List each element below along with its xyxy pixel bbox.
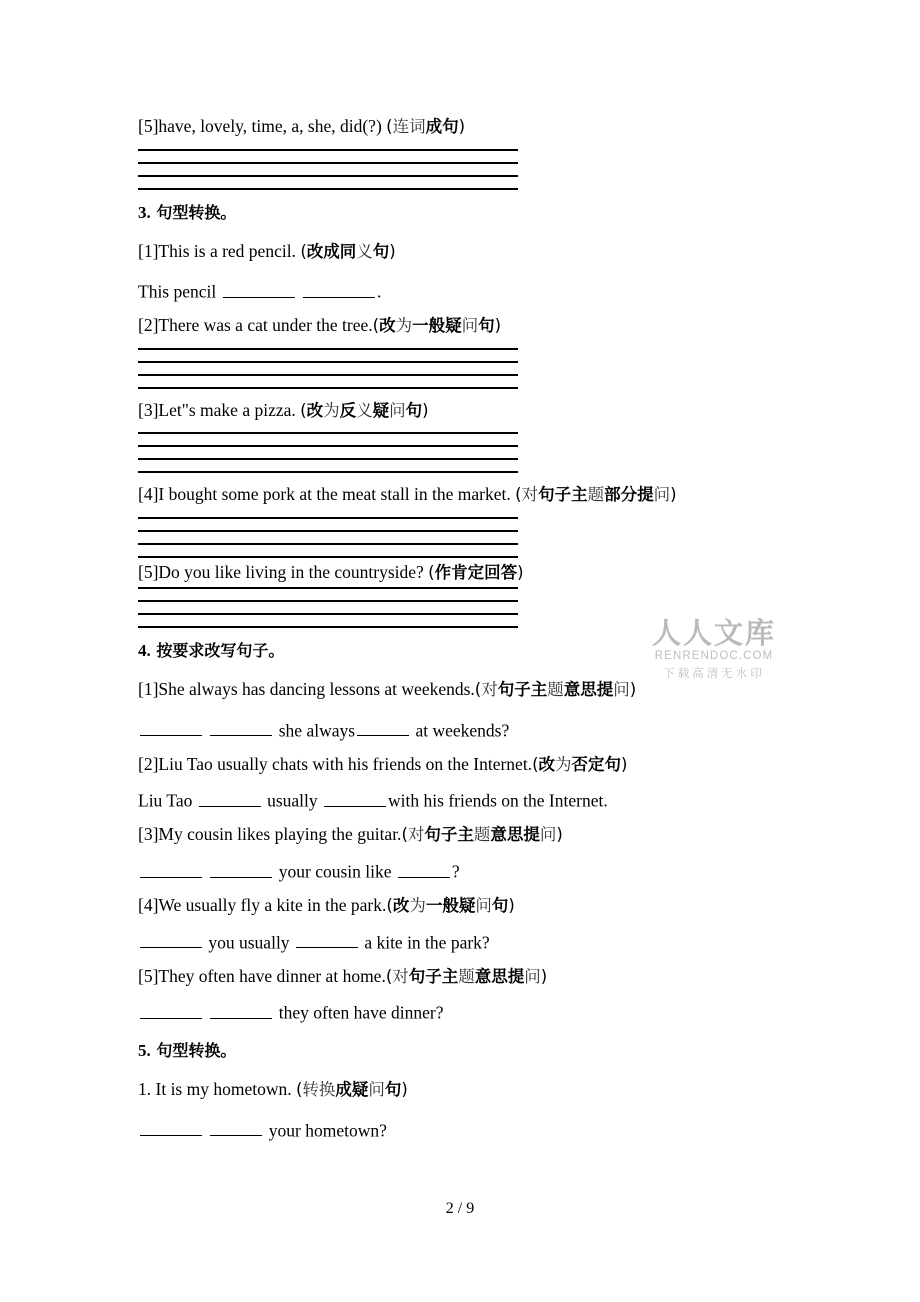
- item-label: [5]: [138, 561, 159, 582]
- answer-blank[interactable]: [140, 931, 202, 949]
- answer-line: [138, 280, 778, 301]
- answer-rules[interactable]: [138, 348, 518, 389]
- answer-suffix: a kite in the park?: [359, 932, 490, 953]
- answer-rule[interactable]: [138, 517, 518, 519]
- section-heading-5: [138, 1038, 778, 1061]
- item-label: [2]: [138, 315, 159, 336]
- item-hint: (对句子主题意思提问): [385, 966, 548, 986]
- answer-rule[interactable]: [138, 600, 518, 602]
- question-item: [138, 118, 778, 136]
- answer-blank[interactable]: [199, 789, 261, 807]
- item-hint: (对句子主题意思提问): [401, 825, 563, 845]
- item-label: [1]: [138, 679, 159, 700]
- item-label: [5]: [138, 965, 159, 986]
- section-number: 5.: [138, 1041, 151, 1061]
- answer-blank[interactable]: [140, 860, 202, 878]
- question-item: [138, 240, 778, 261]
- section-number: 3.: [138, 202, 151, 222]
- answer-blank[interactable]: [140, 1119, 202, 1137]
- item-text: Liu Tao usually chats with his friends on the Internet.: [158, 753, 533, 774]
- item-text: Do you like living in the countryside?: [158, 561, 429, 582]
- item-text: We usually fly a kite in the park.: [158, 895, 387, 915]
- item-hint: (改为否定句): [532, 754, 628, 774]
- answer-blank[interactable]: [210, 1119, 262, 1137]
- answer-line: [138, 860, 778, 881]
- answer-line: [138, 719, 778, 740]
- item-hint: (对句子主题意思提问): [474, 680, 637, 700]
- answer-mid: you usually: [204, 932, 294, 953]
- section-heading-3: [138, 200, 778, 223]
- question-item: [138, 486, 778, 504]
- section-title: 按要求改写句子。: [156, 641, 285, 661]
- watermark-title: 人人文库: [651, 616, 776, 650]
- answer-rule[interactable]: [138, 162, 518, 164]
- answer-blank[interactable]: [210, 1001, 272, 1019]
- answer-rule[interactable]: [138, 613, 518, 615]
- answer-rule[interactable]: [138, 445, 518, 447]
- answer-mid: they often have dinner?: [274, 1002, 444, 1023]
- question-item: [138, 1081, 778, 1099]
- item-hint: (连词成句): [386, 117, 466, 136]
- answer-suffix: with his friends on the Internet.: [388, 790, 608, 811]
- answer-rule[interactable]: [138, 149, 518, 151]
- answer-suffix: .: [377, 281, 382, 302]
- watermark-url: RENRENDOC.COM: [654, 650, 774, 663]
- answer-rules[interactable]: [138, 149, 518, 190]
- answer-rule[interactable]: [138, 175, 518, 177]
- item-hint: (改为一般疑问句): [386, 896, 515, 915]
- item-label: [1]: [138, 240, 159, 261]
- answer-blank[interactable]: [140, 1001, 202, 1019]
- answer-rules[interactable]: [138, 432, 518, 473]
- page-footer: 2 / 9: [445, 1200, 475, 1217]
- question-item: [138, 561, 778, 582]
- watermark: [638, 618, 790, 681]
- answer-blank[interactable]: [303, 280, 375, 298]
- answer-line: [138, 789, 778, 810]
- item-hint: (改为反义疑问句): [300, 400, 429, 420]
- answer-blank[interactable]: [140, 719, 202, 737]
- item-text: My cousin likes playing the guitar.: [158, 824, 402, 845]
- question-item: [138, 753, 778, 774]
- item-text: have, lovely, time, a, she, did(?): [158, 116, 387, 136]
- answer-rule[interactable]: [138, 432, 518, 434]
- answer-blank[interactable]: [210, 719, 272, 737]
- item-hint: (转换成疑问句): [295, 1080, 408, 1100]
- answer-rule[interactable]: [138, 374, 518, 376]
- answer-blank[interactable]: [398, 860, 450, 878]
- answer-blank[interactable]: [223, 280, 295, 298]
- question-item: [138, 317, 778, 335]
- item-hint: (改为一般疑问句): [372, 316, 502, 336]
- answer-blank[interactable]: [324, 789, 386, 807]
- answer-rules[interactable]: [138, 587, 518, 628]
- answer-line: [138, 1119, 778, 1140]
- answer-rules[interactable]: [138, 517, 518, 558]
- item-hint: (对句子主题部分提问): [515, 485, 677, 505]
- question-item: [138, 965, 778, 986]
- question-item: [138, 826, 778, 844]
- answer-rule[interactable]: [138, 458, 518, 460]
- answer-blank[interactable]: [210, 860, 272, 878]
- answer-rule[interactable]: [138, 543, 518, 545]
- section-number: 4.: [138, 641, 151, 661]
- item-text: There was a cat under the tree.: [158, 315, 373, 336]
- answer-mid: she always: [274, 720, 356, 741]
- answer-blank[interactable]: [296, 931, 358, 949]
- answer-rule[interactable]: [138, 530, 518, 532]
- answer-line: [138, 1001, 778, 1022]
- answer-suffix: your hometown?: [264, 1120, 387, 1141]
- answer-rule[interactable]: [138, 348, 518, 350]
- answer-prefix: Liu Tao: [138, 790, 197, 811]
- item-label: [5]: [138, 116, 159, 136]
- watermark-subtitle: 下载高清无水印: [663, 666, 765, 681]
- answer-line: [138, 931, 778, 952]
- item-text: This is a red pencil.: [158, 240, 301, 261]
- section-title: 句型转换。: [156, 202, 237, 222]
- item-label: [3]: [138, 824, 159, 845]
- answer-mid: usually: [262, 790, 323, 811]
- question-item: [138, 681, 778, 699]
- item-hint: (作肯定回答): [428, 562, 524, 582]
- item-text: They often have dinner at home.: [158, 965, 386, 986]
- answer-blank[interactable]: [357, 719, 409, 737]
- item-text: Let"s make a pizza.: [158, 399, 301, 420]
- item-text: She always has dancing lessons at weekends.: [158, 679, 475, 700]
- item-label: [3]: [138, 399, 159, 420]
- answer-rule[interactable]: [138, 361, 518, 363]
- answer-mid: your cousin like: [274, 861, 396, 882]
- item-label: [4]: [138, 895, 159, 915]
- answer-prefix: This pencil: [138, 281, 221, 302]
- answer-suffix: ?: [451, 861, 460, 882]
- item-label: [2]: [138, 753, 159, 774]
- item-hint: (改成同义句): [300, 241, 396, 261]
- question-item: [138, 897, 778, 915]
- answer-suffix: at weekends?: [411, 720, 510, 741]
- item-label: [4]: [138, 484, 159, 505]
- item-label: 1.: [138, 1079, 152, 1100]
- answer-rule[interactable]: [138, 587, 518, 589]
- question-item: [138, 399, 778, 420]
- item-text: It is my hometown.: [151, 1079, 296, 1100]
- section-title: 句型转换。: [156, 1041, 237, 1061]
- item-text: I bought some pork at the meat stall in the market.: [158, 484, 516, 505]
